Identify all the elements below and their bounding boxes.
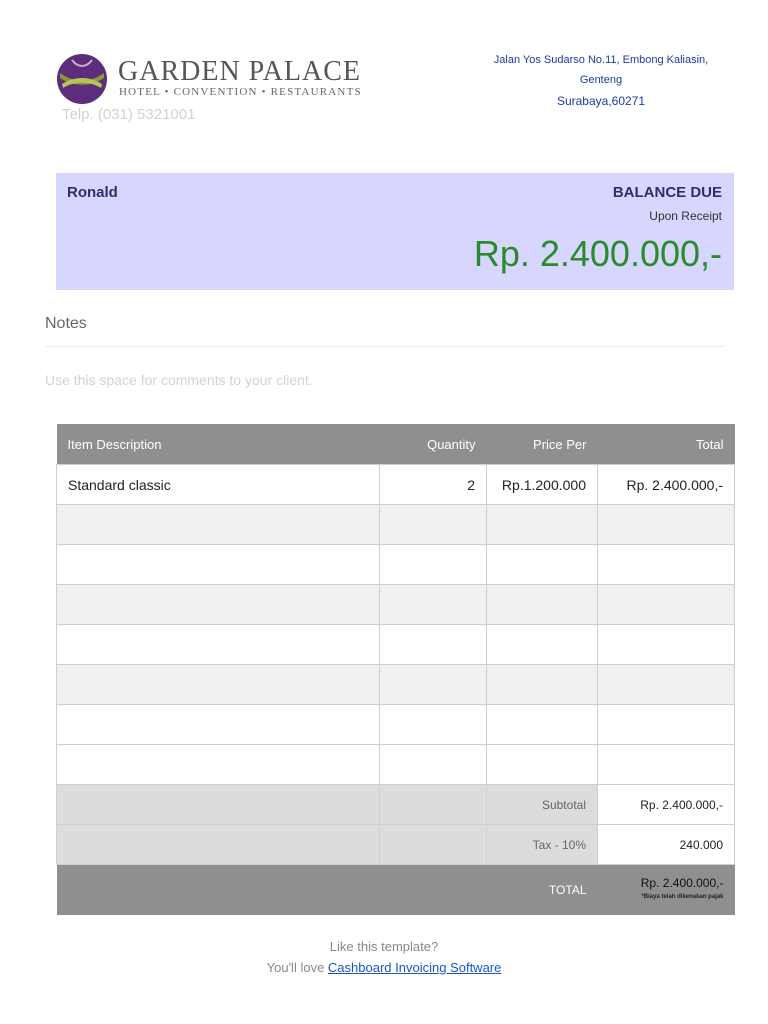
table-row-empty [57, 545, 735, 585]
address-line-1: Jalan Yos Sudarso No.11, Embong Kaliasin, [493, 54, 709, 66]
table-row-empty [57, 665, 735, 705]
item-total: Rp. 2.400.000,- [598, 465, 735, 505]
item-price: Rp.1.200.000 [487, 465, 598, 505]
subtotal-label: Subtotal [487, 785, 598, 825]
header-quantity: Quantity [380, 424, 487, 465]
tax-label: Tax - 10% [487, 825, 598, 865]
table-row-empty [57, 625, 735, 665]
hotel-address [486, 50, 716, 112]
item-quantity: 2 [380, 465, 487, 505]
notes-placeholder: Use this space for comments to your client. [45, 372, 313, 388]
item-description: Standard classic [57, 465, 380, 505]
logo-tagline: HOTEL • CONVENTION • RESTAURANTS [119, 86, 362, 98]
subtotal-value: Rp. 2.400.000,- [598, 785, 735, 825]
subtotal-row [57, 785, 735, 825]
total-value: Rp. 2.400.000,- [640, 876, 724, 890]
balance-due-panel [56, 173, 734, 290]
tax-included-note: *Biaya telah dikenakan pajak [641, 894, 724, 900]
table-row-empty [57, 505, 735, 545]
garden-palace-emblem-icon [56, 52, 108, 106]
logo-wordmark: GARDEN PALACE [118, 56, 361, 87]
address-line-2: Genteng [579, 74, 623, 86]
header-price-per: Price Per [487, 424, 598, 465]
footer-line-2 [0, 957, 768, 978]
address-line-3: Surabaya,60271 [556, 94, 646, 108]
telephone-number: Telp. (031) 5321001 [62, 106, 196, 123]
hotel-logo [56, 52, 362, 108]
invoice-items-table [56, 424, 735, 915]
header-total: Total [598, 424, 735, 465]
total-label: TOTAL [487, 865, 598, 916]
table-row-empty [57, 585, 735, 625]
table-row-empty [57, 745, 735, 785]
table-row [57, 465, 735, 505]
notes-heading: Notes [45, 315, 87, 332]
client-name: Ronald [67, 184, 118, 201]
table-row-empty [57, 705, 735, 745]
footer-prefix: You'll love [266, 960, 328, 975]
tax-value: 240.000 [598, 825, 735, 865]
cashboard-link[interactable]: Cashboard Invoicing Software [327, 960, 502, 975]
notes-divider [45, 346, 725, 347]
footer-line-1: Like this template? [329, 939, 439, 954]
balance-due-label: BALANCE DUE [612, 184, 722, 201]
balance-due-amount: Rp. 2.400.000,- [473, 233, 722, 274]
footer-promo [0, 936, 768, 978]
header-item-description: Item Description [57, 424, 380, 465]
total-cell [598, 865, 735, 916]
tax-row [57, 825, 735, 865]
total-row [57, 865, 735, 916]
payment-terms: Upon Receipt [649, 209, 722, 223]
table-header-row [57, 424, 735, 465]
